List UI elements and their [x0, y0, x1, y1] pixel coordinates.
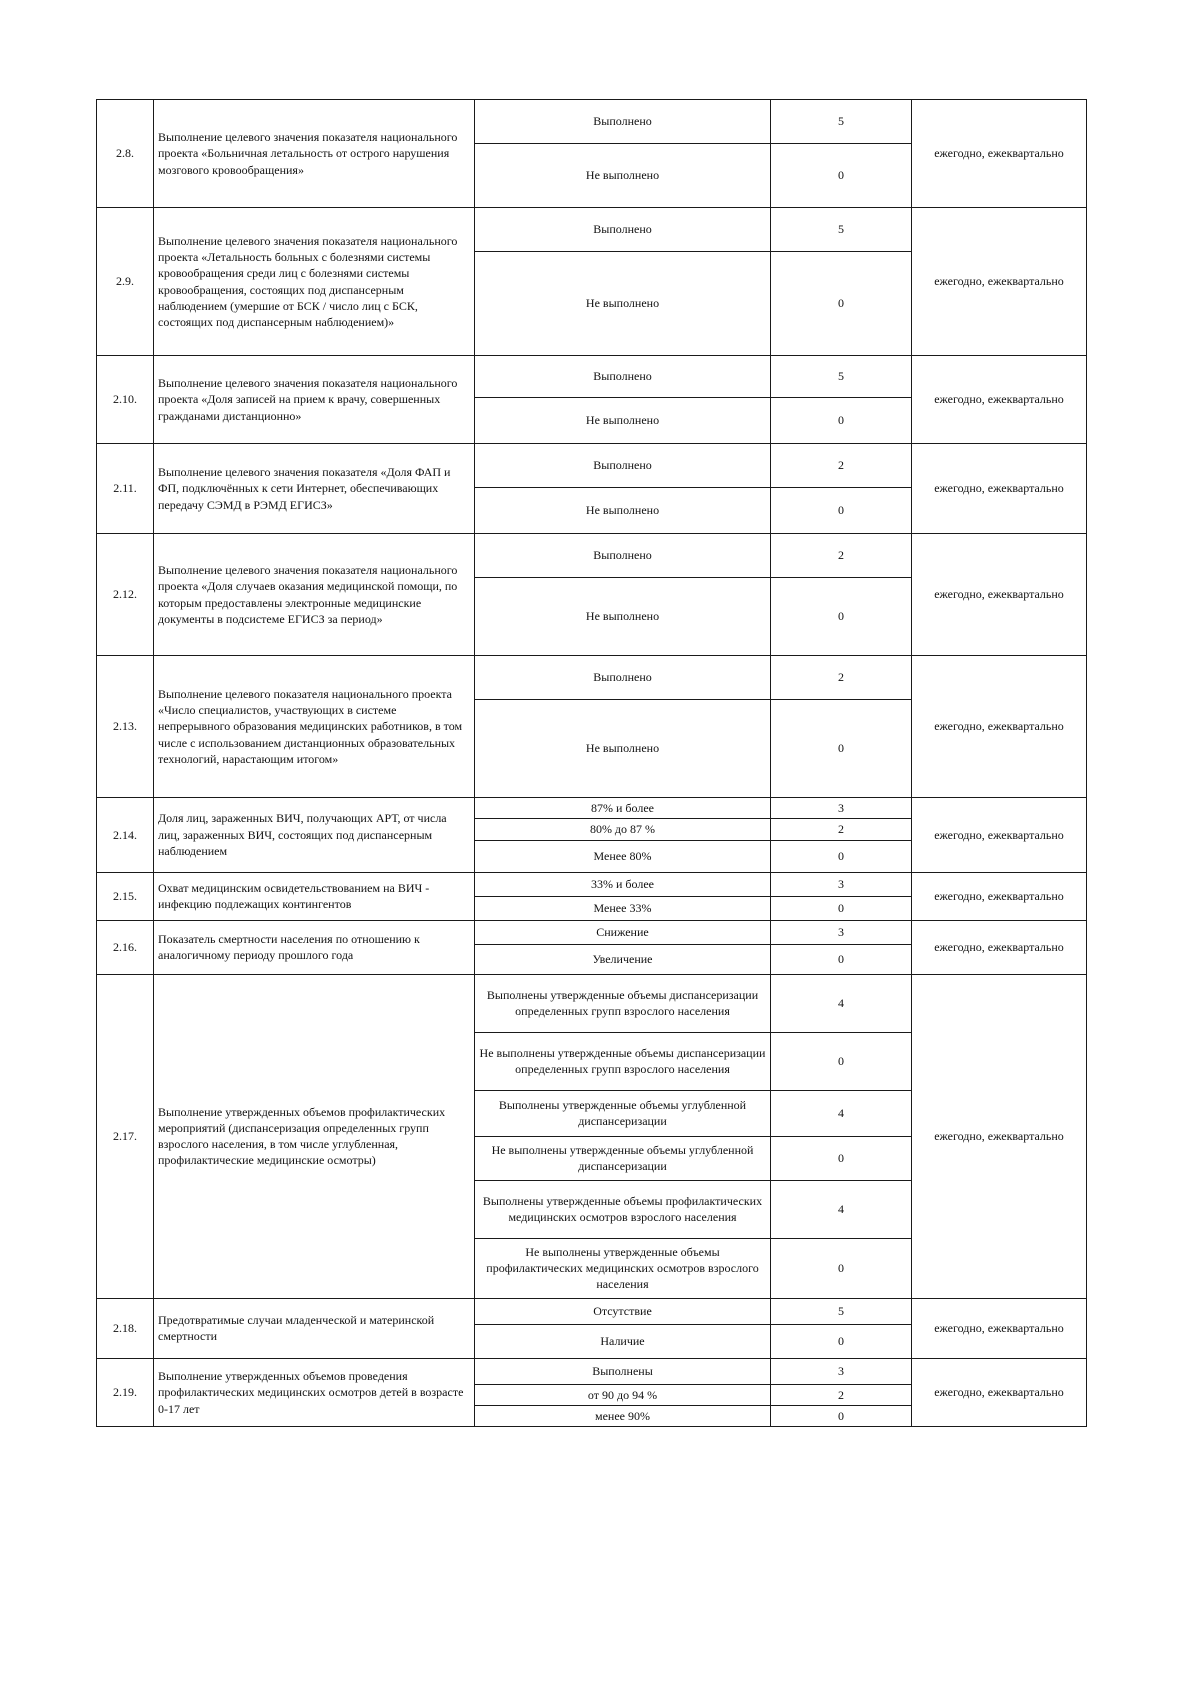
criterion-score: 0	[771, 896, 912, 920]
table-row	[97, 1358, 1087, 1384]
table-row	[97, 1298, 1087, 1324]
reporting-period: ежегодно, ежеквартально	[912, 208, 1087, 356]
criterion-text: Не выполнено	[475, 398, 771, 444]
criterion-text: Выполнено	[475, 208, 771, 252]
row-number: 2.9.	[97, 208, 154, 356]
criterion-text: Не выполнены утвержденные объемы углубленной диспансеризации	[475, 1136, 771, 1180]
criterion-text: Отсутствие	[475, 1298, 771, 1324]
row-number: 2.10.	[97, 356, 154, 444]
criterion-score: 2	[771, 444, 912, 488]
row-number: 2.19.	[97, 1358, 154, 1427]
criterion-text: Не выполнено	[475, 700, 771, 798]
criterion-text: 33% и более	[475, 872, 771, 896]
criterion-text: Выполнено	[475, 100, 771, 144]
indicator-description: Выполнение утвержденных объемов проведения профилактических медицинских осмотров детей в возрасте 0-17 лет	[154, 1358, 475, 1427]
table-row	[97, 974, 1087, 1032]
reporting-period: ежегодно, ежеквартально	[912, 974, 1087, 1298]
reporting-period: ежегодно, ежеквартально	[912, 920, 1087, 974]
criterion-score: 4	[771, 1180, 912, 1238]
criterion-text: Выполнено	[475, 356, 771, 398]
indicator-description: Выполнение утвержденных объемов профилактических мероприятий (диспансеризация определенных групп взрослого населения, в том числе углубленная, профилактические медицинские осмотры)	[154, 974, 475, 1298]
criterion-score: 5	[771, 356, 912, 398]
row-number: 2.12.	[97, 534, 154, 656]
criterion-text: 80% до 87 %	[475, 819, 771, 840]
criterion-text: Не выполнено	[475, 144, 771, 208]
criterion-text: Выполнены утвержденные объемы диспансеризации определенных групп взрослого населения	[475, 974, 771, 1032]
criterion-score: 3	[771, 798, 912, 819]
criterion-text: Выполнены	[475, 1358, 771, 1384]
criterion-score: 0	[771, 1238, 912, 1298]
criterion-score: 5	[771, 208, 912, 252]
reporting-period: ежегодно, ежеквартально	[912, 1298, 1087, 1358]
criterion-score: 3	[771, 872, 912, 896]
reporting-period: ежегодно, ежеквартально	[912, 798, 1087, 873]
criterion-score: 2	[771, 819, 912, 840]
criterion-score: 0	[771, 1032, 912, 1090]
reporting-period: ежегодно, ежеквартально	[912, 534, 1087, 656]
criterion-text: Увеличение	[475, 944, 771, 974]
table-row	[97, 356, 1087, 398]
criterion-text: Выполнено	[475, 656, 771, 700]
row-number: 2.11.	[97, 444, 154, 534]
criterion-score: 0	[771, 398, 912, 444]
row-number: 2.16.	[97, 920, 154, 974]
criterion-text: 87% и более	[475, 798, 771, 819]
criterion-score: 0	[771, 1136, 912, 1180]
table-row	[97, 100, 1087, 144]
reporting-period: ежегодно, ежеквартально	[912, 656, 1087, 798]
criterion-score: 0	[771, 1324, 912, 1358]
criteria-table	[96, 99, 1087, 1427]
criterion-text: Не выполнено	[475, 488, 771, 534]
table-row	[97, 534, 1087, 578]
table-row	[97, 208, 1087, 252]
criterion-score: 3	[771, 1358, 912, 1384]
criterion-score: 2	[771, 656, 912, 700]
criterion-score: 5	[771, 100, 912, 144]
criterion-text: Выполнены утвержденные объемы углубленной диспансеризации	[475, 1090, 771, 1136]
criterion-text: Выполнены утвержденные объемы профилактических медицинских осмотров взрослого населения	[475, 1180, 771, 1238]
table-row	[97, 798, 1087, 819]
table-row	[97, 444, 1087, 488]
criterion-score: 0	[771, 700, 912, 798]
criterion-text: Не выполнены утвержденные объемы профилактических медицинских осмотров взрослого населения	[475, 1238, 771, 1298]
row-number: 2.13.	[97, 656, 154, 798]
criterion-text: Не выполнены утвержденные объемы диспансеризации определенных групп взрослого населения	[475, 1032, 771, 1090]
indicator-description: Выполнение целевого значения показателя национального проекта «Летальность больных с болезнями системы кровообращения среди лиц с болезнями системы кровообращения, состоящих под диспансерным наблюдением (умершие от БСК / число лиц с БСК, состоящих под диспансерным наблюдением)»	[154, 208, 475, 356]
criterion-score: 0	[771, 944, 912, 974]
table-row	[97, 920, 1087, 944]
indicator-description: Предотвратимые случаи младенческой и материнской смертности	[154, 1298, 475, 1358]
criterion-score: 0	[771, 252, 912, 356]
criterion-score: 0	[771, 144, 912, 208]
indicator-description: Выполнение целевого значения показателя национального проекта «Доля случаев оказания медицинской помощи, по которым предоставлены электронные медицинские документы в подсистеме ЕГИСЗ за период»	[154, 534, 475, 656]
criterion-score: 2	[771, 1384, 912, 1405]
criterion-text: Выполнено	[475, 444, 771, 488]
criterion-score: 3	[771, 920, 912, 944]
reporting-period: ежегодно, ежеквартально	[912, 444, 1087, 534]
criterion-text: Снижение	[475, 920, 771, 944]
row-number: 2.17.	[97, 974, 154, 1298]
indicator-description: Охват медицинским освидетельствованием на ВИЧ - инфекцию подлежащих контингентов	[154, 872, 475, 920]
criterion-text: от 90 до 94 %	[475, 1384, 771, 1405]
row-number: 2.18.	[97, 1298, 154, 1358]
criterion-score: 4	[771, 1090, 912, 1136]
criterion-text: Не выполнено	[475, 252, 771, 356]
criterion-text: менее 90%	[475, 1405, 771, 1426]
indicator-description: Выполнение целевого значения показателя национального проекта «Больничная летальность от острого нарушения мозгового кровообращения»	[154, 100, 475, 208]
row-number: 2.8.	[97, 100, 154, 208]
criterion-text: Не выполнено	[475, 578, 771, 656]
indicator-description: Выполнение целевого значения показателя «Доля ФАП и ФП, подключённых к сети Интернет, обеспечивающих передачу СЭМД в РЭМД ЕГИСЗ»	[154, 444, 475, 534]
criterion-score: 0	[771, 840, 912, 872]
criterion-score: 0	[771, 1405, 912, 1426]
criterion-text: Наличие	[475, 1324, 771, 1358]
criterion-score: 0	[771, 488, 912, 534]
indicator-description: Доля лиц, зараженных ВИЧ, получающих АРТ, от числа лиц, зараженных ВИЧ, состоящих под диспансерным наблюдением	[154, 798, 475, 873]
table-row	[97, 656, 1087, 700]
reporting-period: ежегодно, ежеквартально	[912, 872, 1087, 920]
criterion-score: 2	[771, 534, 912, 578]
table-row	[97, 872, 1087, 896]
reporting-period: ежегодно, ежеквартально	[912, 1358, 1087, 1427]
row-number: 2.14.	[97, 798, 154, 873]
criterion-text: Менее 80%	[475, 840, 771, 872]
row-number: 2.15.	[97, 872, 154, 920]
criterion-score: 4	[771, 974, 912, 1032]
indicator-description: Выполнение целевого показателя национального проекта «Число специалистов, участвующих в системе непрерывного образования медицинских работников, в том числе с использованием дистанционных образовательных технологий, нарастающим итогом»	[154, 656, 475, 798]
indicator-description: Выполнение целевого значения показателя национального проекта «Доля записей на прием к врачу, совершенных гражданами дистанционно»	[154, 356, 475, 444]
criterion-text: Менее 33%	[475, 896, 771, 920]
reporting-period: ежегодно, ежеквартально	[912, 356, 1087, 444]
criterion-score: 0	[771, 578, 912, 656]
indicator-description: Показатель смертности населения по отношению к аналогичному периоду прошлого года	[154, 920, 475, 974]
criterion-text: Выполнено	[475, 534, 771, 578]
criterion-score: 5	[771, 1298, 912, 1324]
reporting-period: ежегодно, ежеквартально	[912, 100, 1087, 208]
